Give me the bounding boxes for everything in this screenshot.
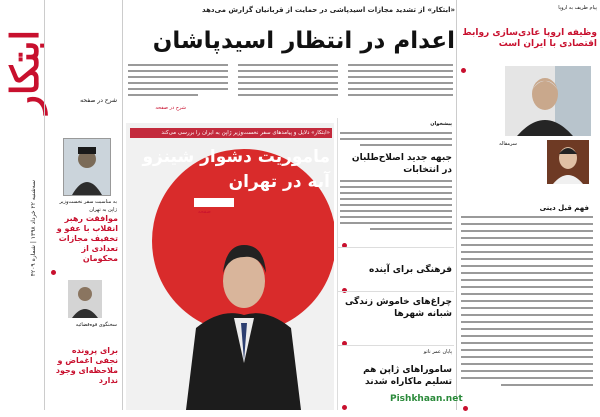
editorial-caption: سرمقاله	[499, 141, 517, 147]
editorial-body	[461, 214, 593, 394]
page-ref	[51, 262, 65, 268]
right-page-ref-2	[463, 398, 483, 406]
newspaper-logo: ابتکار	[2, 30, 47, 114]
main-headline: اعدام در انتظار اسیدپاشان	[152, 28, 455, 54]
article-body-lines	[126, 62, 456, 102]
top-kicker: «ابتکار» از تشدید مجازات اسیدپاشی در حمایت از قربانیان گزارش می‌دهد	[202, 6, 455, 14]
photo-page-ref: صفحه	[194, 198, 234, 207]
middle-page-ref-4	[342, 397, 362, 405]
story-zarif: وظیفه اروپا عادی‌سازی روابط اقتصادی با ایران است	[462, 28, 597, 49]
story4-kicker: پایان عمر ناتو	[423, 349, 452, 355]
editorial-title: فهم قبل دینی	[539, 204, 589, 212]
story-culture: فرهنگی برای آینده	[369, 265, 452, 275]
photo-kicker: «ابتکار» دلایل و پیامدهای سفر نخست‌وزیر ژاپن به ایران را بررسی می‌کند	[130, 128, 332, 138]
zarif-photo	[505, 66, 591, 136]
editorial-author-photo	[547, 140, 589, 184]
middle-kicker: پیشخوان	[430, 121, 452, 127]
left-column	[44, 0, 123, 410]
watermark: Pishkhaan.net	[390, 394, 463, 404]
story-reformists: جبهه جدید اصلاح‌طلبان در انتخابات	[351, 153, 452, 175]
spokesman-portrait	[68, 280, 102, 318]
photo-headline: ماموریت دشوار شینزو آبه در تهران	[142, 147, 330, 192]
reformists-body	[340, 178, 452, 242]
story-nightlife: چراغ‌های خاموش زندگی شبانه شهرها	[344, 297, 452, 319]
top-page-ref: شرح در صفحه	[155, 105, 186, 111]
leader-portrait	[63, 138, 111, 196]
middle-intro-lines	[340, 130, 452, 152]
story-najafi: برای پرونده نجفی اغماض و ملاحظه‌ای وجود ندارد	[55, 346, 118, 385]
right-column	[456, 0, 600, 410]
story-pardon: موافقت رهبر انقلاب با عفو و تخفیف مجازات تعدادی از محکومان	[56, 214, 118, 263]
left-top-caption: شرح در صفحه	[80, 97, 117, 104]
masthead	[0, 0, 47, 410]
middle-page-ref-1	[342, 235, 362, 243]
middle-page-ref-2	[342, 280, 362, 288]
spokesman-caption: سخنگوی قوه‌قضائیه	[75, 322, 117, 328]
middle-column	[337, 118, 456, 410]
right-page-ref-1	[461, 60, 481, 68]
story-samurai: ساموراهای ژاپن هم تسلیم ماکاراه شدند	[363, 365, 452, 387]
dateline: سه‌شنبه ۲۲ خرداد ۱۳۹۸ | شماره ۴۲۰۹	[30, 180, 37, 277]
middle-page-ref-3	[342, 333, 362, 341]
right-top-kicker: پیام ظریف به اروپا	[558, 5, 597, 11]
portrait-caption: به مناسبت سفر نخست‌وزیر ژاپن به تهران	[59, 199, 117, 213]
